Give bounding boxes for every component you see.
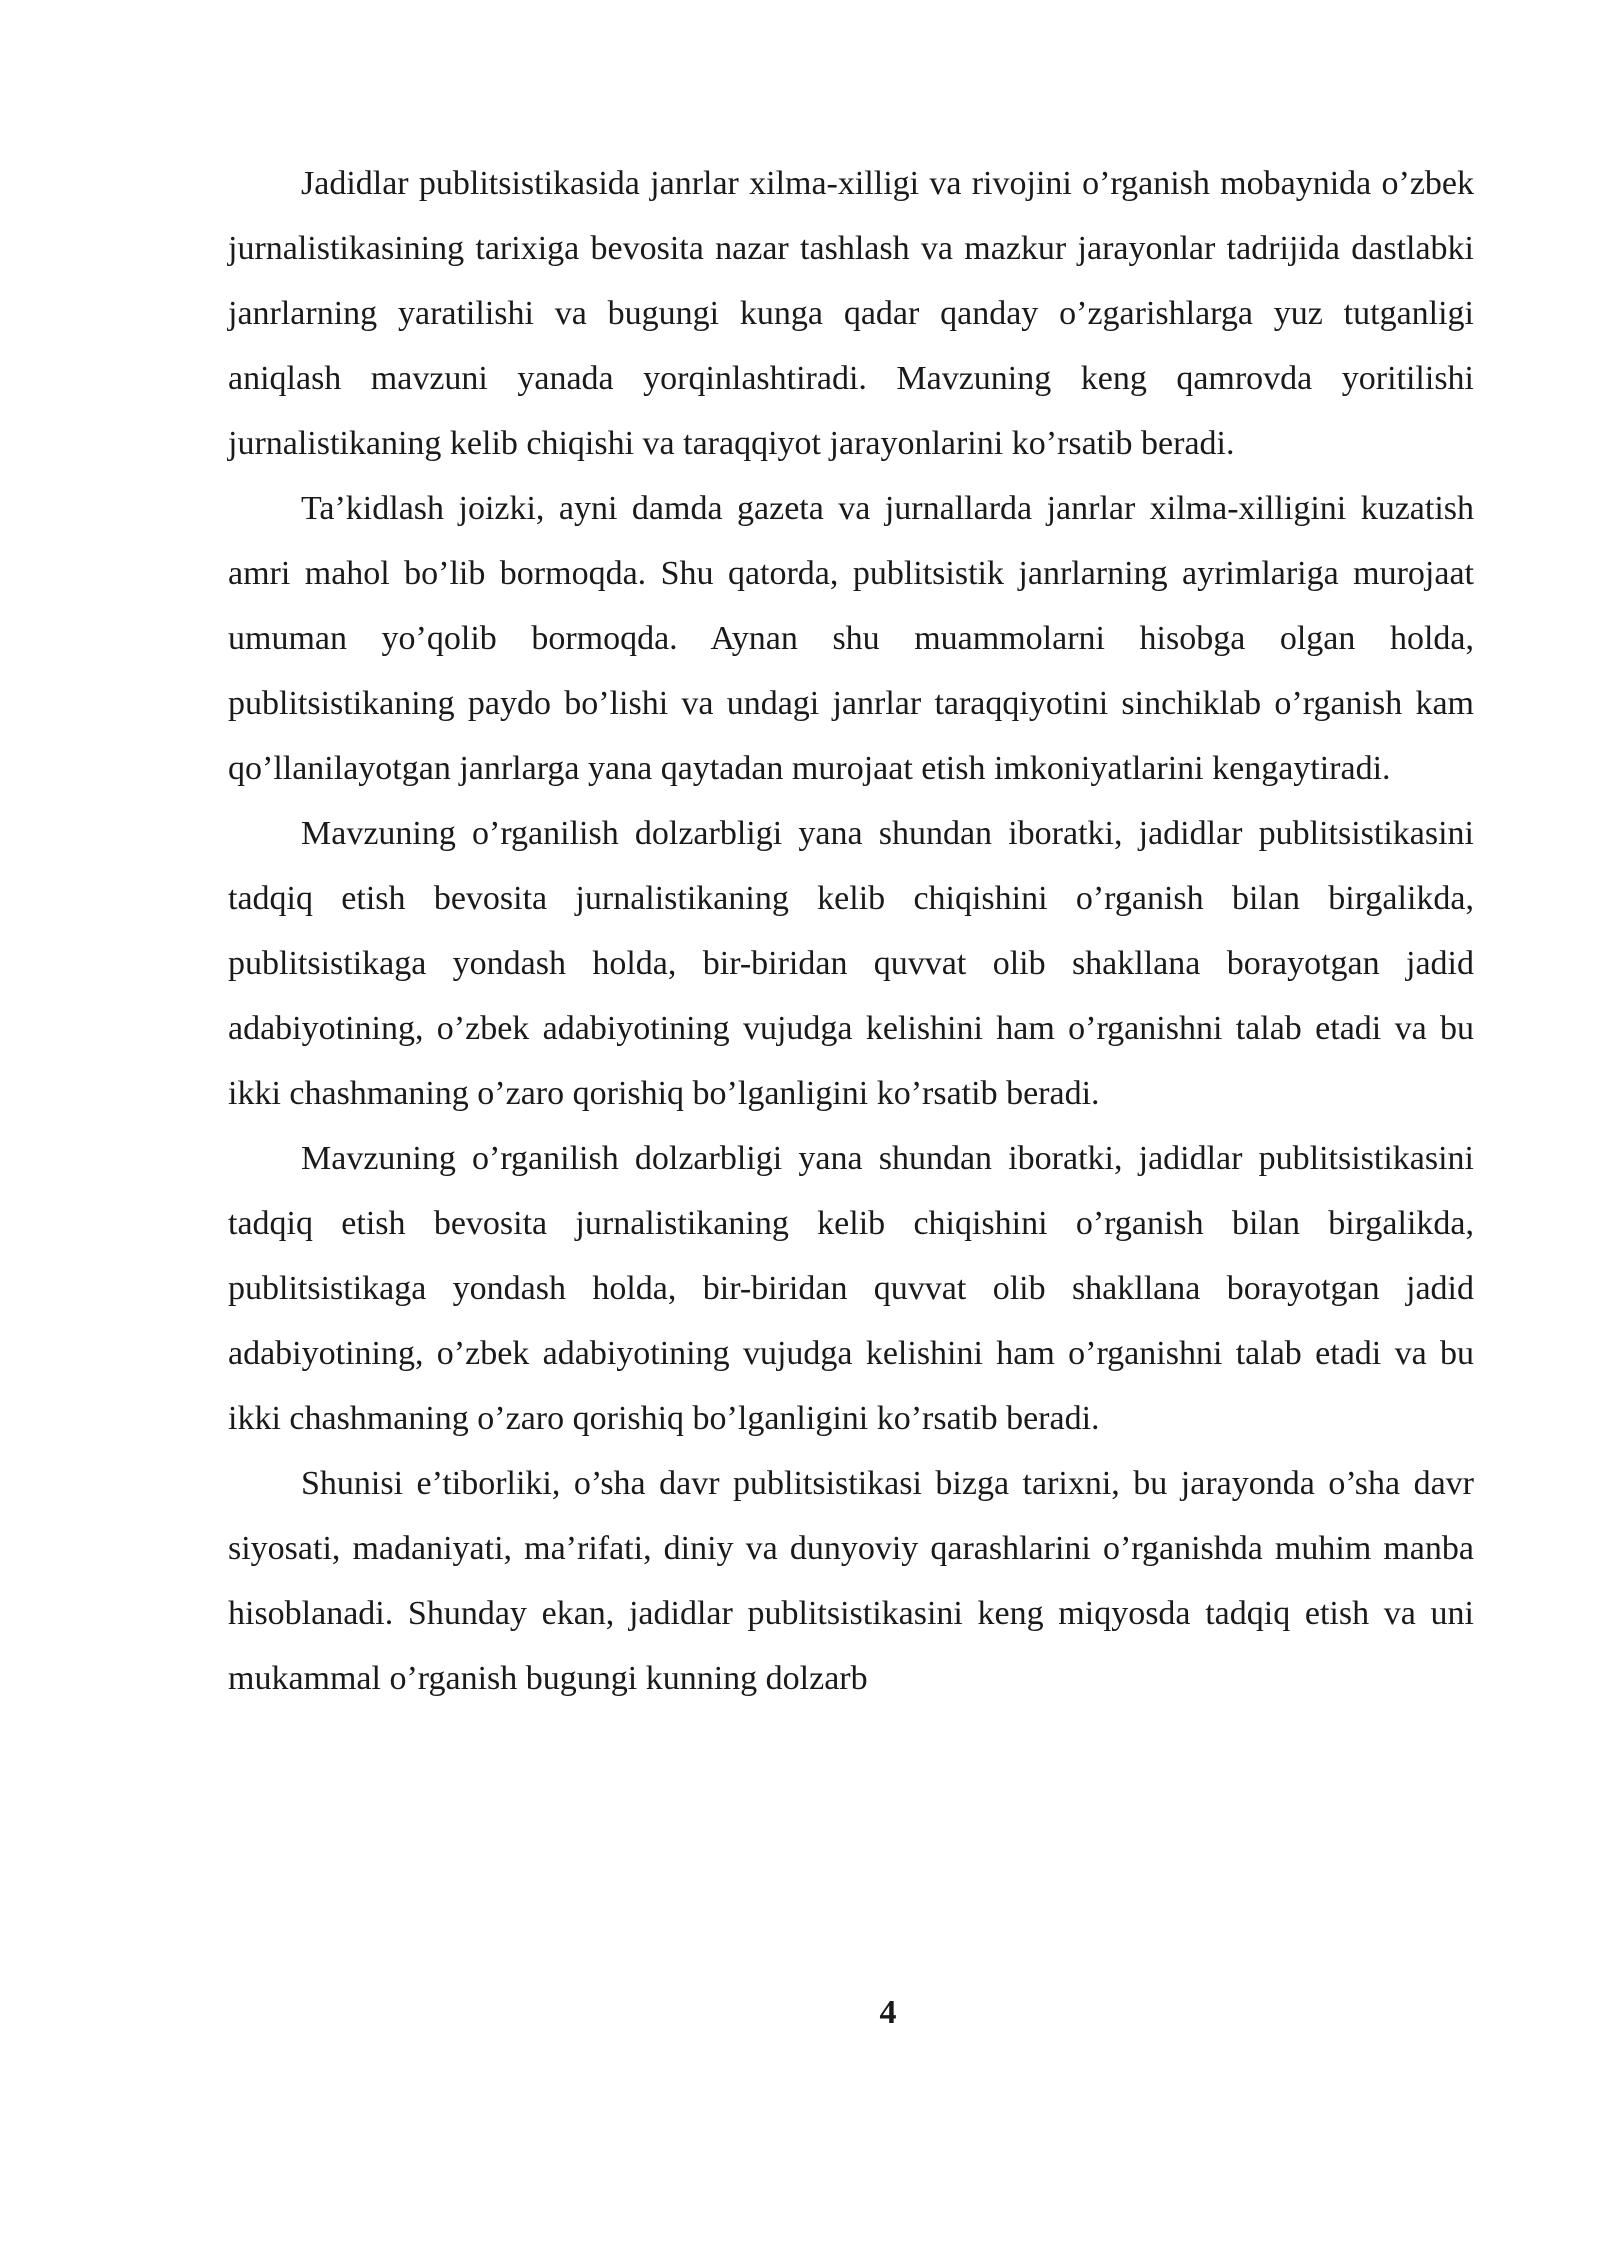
paragraph-3: Mavzuning o’rganilish dolzarbligi yana shundan iboratki, jadidlar publitsistikasini tadqiq etish bevosita jurnalistikaning kelib chiqishini o’rganish bilan birgalikda, publitsistikaga yondash holda, bir-biridan quvvat olib shakllana borayotgan jadid adabiyotining, o’zbek adabiyotining vujudga kelishini ham o’rganishni talab etadi va bu ikki chashmaning o’zaro qorishiq bo’lganligini ko’rsatib beradi.	[228, 815, 1474, 1112]
paragraph-2: Ta’kidlash joizki, ayni damda gazeta va jurnallarda janrlar xilma-xilligini kuzatish amri mahol bo’lib bormoqda. Shu qatorda, publitsistik janrlarning ayrimlariga murojaat umuman yo’qolib bormoqda. Aynan shu muammolarni hisobga olgan holda, publitsistikaning paydo bo’lishi va undagi janrlar taraqqiyotini sinchiklab o’rganish kam qo’llanilayotgan janrlarga yana qaytadan murojaat etish imkoniyatlarini kengaytiradi.	[228, 490, 1474, 787]
paragraph-5: Shunisi e’tiborliki, o’sha davr publitsistikasi bizga tarixni, bu jarayonda o’sha davr siyosati, madaniyati, ma’rifati, diniy va dunyoviy qarashlarini o’rganishda muhim manba hisoblanadi. Shunday ekan, jadidlar publitsistikasini keng miqyosda tadqiq etish va uni mukammal o’rganish bugungi kunning dolzarb	[228, 1465, 1474, 1697]
paragraph-4: Mavzuning o’rganilish dolzarbligi yana shundan iboratki, jadidlar publitsistikasini tadqiq etish bevosita jurnalistikaning kelib chiqishini o’rganish bilan birgalikda, publitsistikaga yondash holda, bir-biridan quvvat olib shakllana borayotgan jadid adabiyotining, o’zbek adabiyotining vujudga kelishini ham o’rganishni talab etadi va bu ikki chashmaning o’zaro qorishiq bo’lganligini ko’rsatib beradi.	[228, 1140, 1474, 1437]
paragraph-1: Jadidlar publitsistikasida janrlar xilma-xilligi va rivojini o’rganish mobaynida o’zbek jurnalistikasining tarixiga bevosita nazar tashlash va mazkur jarayonlar tadrijida dastlabki janrlarning yaratilishi va bugungi kunga qadar qanday o’zgarishlarga yuz tutganligi aniqlash mavzuni yanada yorqinlashtiradi. Mavzuning keng qamrovda yoritilishi jurnalistikaning kelib chiqishi va taraqqiyot jarayonlarini ko’rsatib beradi.	[228, 165, 1474, 462]
body-text	[228, 151, 1474, 1711]
page-number: 4	[879, 1994, 897, 2031]
